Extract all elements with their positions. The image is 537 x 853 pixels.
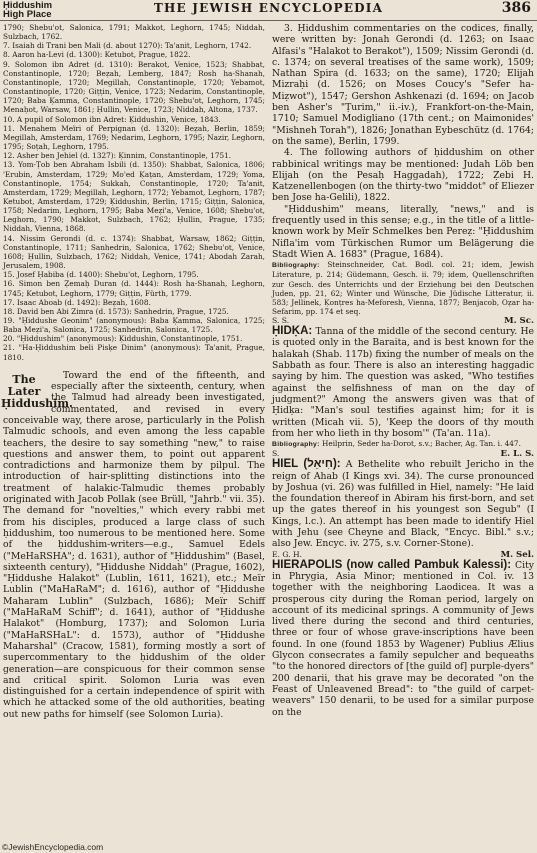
page-header [0,0,537,21]
publication-title: THE JEWISH ENCYCLOPEDIA [153,1,384,15]
signature-author: E. L. S. [500,449,534,460]
list-entry: 1790; Shebu'ot, Salonica, 1791; Makkot, Leghorn, 1745; Niddah, Sulzbach, 1762. [3,23,265,42]
list-entry: 13. Yom-Ṭob ben Abraham Isbili (d. 1350): Shabbat, Salonica, 1806; 'Erubin, Amsterdam, 1729; Mo'ed Ḳaṭan, Amsterdam, 1729; Yoma, Constantinople, 1754; Sukkah, Constantinople, 1720; Ta'anit, Amsterdam, 1729; Megillah, Leghorn, 1772; Yebamot, Leghorn, 1787; Ketubot, Amsterdam, 1729; Ḳiddushin, Berlin, 1715; Giṭṭin, Salonica, 1758; Nedarim, Leghorn, 1795; Baba Meẓi'a, Venice, 1608; Shebu'ot, Leghorn, 1790; Makkot, Sulzbach, 1762; Ḥullin, Prague, 1735; Niddah, Vienna, 1868. [3,160,265,234]
site-watermark: ©JewishEncyclopedia.com [2,842,104,852]
signature-left: S. [272,449,280,459]
list-entry: 14. Nissim Gerondi (d. c. 1374): Shabbat, Warsaw, 1862; Giṭṭin, Constantinople, 1711; Sanhedrin, Salonica, 1762; Shebu'ot, Venice, 1608; Ḥullin, Sulzbach, 1762; Niddah, Venice, 1741; Abodah Zarah, Jerusalem, 1908. [3,233,265,271]
entry-text: A Bethelite who rebuilt Jericho in the reign of Ahab (I Kings xvi. 34). The curse pronounced by Joshua (vi. 26) was fulfilled in Hiel, namely: "He laid the foundation thereof in Abiram his first-born, and set up the gates thereof in his youngest son Segub" (I Kings, l.c.). An attempt has been made to identify Hiel with Jehu (see Cheyne and Black, "Encyc. Bibl." s.v.; also Jew. Encyc. iv. 275, s.v. Corner-Stone). [272,459,534,550]
right-column [272,23,534,718]
list-entry: 21. "Ha-Ḥiddushim beli Pisḳe Dinim" (anonymous): Ta'anit, Prague, 1810. [3,343,265,362]
signature-author: M. Sel. [500,549,534,560]
list-entry: 8. Aaron ha-Levi (d. 1300): Ketubot, Prague, 1822. [3,50,191,60]
entry-text: City in Phrygia, Asia Minor; mentioned in Col. iv. 13 together with the neighboring Laodicea. It was a prosperous city during the Roman period, largely on account of its medicinal springs. A community of Jews lived there during the second and third centuries, three or four of whose grave-inscriptions have been found. In one (found 1853 by Wagener) Publius Ælius Glycon consecrates a family sepulcher and bequeaths "to the honored directors of [the guild of] purple-dyers" 200 denarii, that his grave may be decorated "on the Feast of Unleavened Bread": to "the guild of carpet-weavers" 150 denarii, to be used for a similar purpose on the [272,559,534,718]
page-number: 386 [501,0,531,16]
signature-left: S. S. [272,316,290,326]
hidka-entry [272,326,534,439]
codices-paragraph: 3. Ḥiddushim commentaries on the codices, finally, were written by: Jonah Gerondi (d. 1263; on Isaac Alfasi's "Halakot to Berakot"), 1509; Nissim Gerondi (d. c. 1374; on several treatises of the same work), 1509; Nathan Spira (d. 1633; on the same), 1720; Elijah Mizraḥi (d. 1526; on Moses Coucy's "Sefer ha-Miẓwot"), 1547; Gershon Ashkenazi (d. 1694; on Jacob ben Asher's "Ṭurim," ii.-iv.), Frankfort-on-the-Main, 1710; Samuel Modigliano (17th cent.; on Maimonides' "Mishneh Torah"), 1826; Jonathan Eybeschütz (d. 1764; on the same), Berlin, 1799. [272,23,534,147]
hiel-entry [272,459,534,549]
bibliography [272,260,534,316]
list-entry: 9. Solomon ibn Adret (d. 1310): Berakot, Venice, 1523; Shabbat, Constantinople, 1720; Beẓah, Lemberg, 1847; Rosh ha-Shanah, Constantinople, 1720; Megillah, Constantinople, 1720; Yebamot, Constantinople, 1720; Giṭṭin, Venice, 1723; Nedarim, Constantinople, 1720; Baba Ḳamma, Constantinople, 1720; Shebu'ot, Leghorn, 1745; Menaḥot, Warsaw, 1861; Ḥullin, Venice, 1723; Niddah, Altona, 1737. [3,59,265,115]
list-entry: 10. A pupil of Solomon ibn Adret: Ḳiddushin, Venice, 1843. [3,114,221,124]
other-writings-paragraph: 4. The following authors of ḥiddushim on other rabbinical writings may be mentioned: Judah Löb ben Elijah (on the Pesaḥ Haggadah), 1722; Ẓebi H. Katzenellenbogen (on the thirty-two "middot" of Eliezer ben Jose ha-Gelili), 1822. [272,147,534,204]
list-entry: 18. David ben Abi Zimra (d. 1573): Sanhedrin, Prague, 1725. [3,306,229,316]
later-hiddushim-section [3,370,265,720]
list-entry: 12. Asher ben Jehiel (d. 1327): Ḳinnim, Constantinople, 1751. [3,151,232,161]
meaning-paragraph: "Ḥiddushim" means, literally, "news," and is frequently used in this sense; e.g., in the title of a little-known work by Meïr Schmelkes ben Pereẓ: "Ḥiddushim Nifla'im vom Türkischen Rumor um Belägerung die Stadt Wien A. 1683" (Prague, 1684). [272,203,534,260]
later-hiddushim-paragraph: Toward the end of the fifteenth, and especially after the sixteenth, century, when the Talmud had already been investigated, commentated, and revised in every conceivable way, there arose, particularly in the Polish Talmudic schools, and even among the less capable teachers, the desire to say something "new," to raise questions and answer them, to point out apparent contradictions and harmonize them by pilpul. The introduction of hair-splitting distinctions into the treatment of halakic-Talmudic themes probably originated with Jacob Pollak (see Brüll, "Jahrb." vii. 35). The demand for "novelties," which every rabbi met from his disciples, produced a large class of such ḥiddushim, too numerous to be mentioned here. Some of the ḥiddushim-writers—e.g., Samuel Edels ("MeHaRSHA"; d. 1631), author of "Ḥiddushim" (Basel, sixteenth century), "Ḥiddushe Niddah" (Prague, 1602), "Ḥiddushe Halakot" (Lublin, 1611, 1621), etc.; Meïr Lublin ("MaHaRaM"; d. 1616), author of "Ḥiddushe Maharam Lublin" (Sulzbach, 1686); Meïr Schiff ("MaHaRaM Schiff"; d. 1641), author of "Ḥiddushe Halakot" (Homburg, 1737); and Solomon Luria ("MaHaRSHaL": d. 1573), author of "Ḥiddushe Maharshal" (Cracow, 1581), forming mostly a sort of supercommentary to the ḥiddushim of the older generation—are conspicuous for their common sense and critical spirit. Solomon Luria was even distinguished for a certain independence of spirit with which he attacked some of the old authorities, beating out new paths for himself (see Solomon Luria). [3,369,265,720]
hierapolis-entry [272,560,534,718]
list-entry: 19. "Ḥiddushe Geonim" (anonymous): Baba Ḳamma, Salonica, 1725; Baba Meẓi'a, Salonica, 1725; Sanhedrin, Salonica, 1725. [3,316,265,335]
entry-heading: ḤIDḲA: [272,325,313,338]
list-entry: 15. Josef Ḥabiba (d. 1400): Shebu'ot, Leghorn, 1795. [3,270,199,280]
list-entry: 11. Menahem Meïri of Perpignan (d. 1320): Beẓah, Berlin, 1859; Megillah, Amsterdam, 1769; Nedarim, Leghorn, 1795; Nazir, Leghorn, 1795; Soṭah, Leghorn, 1795. [3,123,265,152]
bibliography [272,439,534,449]
bibliography-text: Steinschneider, Cat. Bodl. col. 21; idem, Jewish Literature, p. 214; Güdemann, Gesch. ii. 79; idem, Quellenschriften zur Gesch. des Unterrichts und der Erziehung bei den Deutschen Juden, pp. 21, 62; Winter und Wünsche, Die Jüdische Litteratur, ii. 583; Jellinek, Ḳonṭres ha-Meforesh, Vienna, 1877; Benjacob, Oẓar ha-Sefarim, pp. 174 et seq. [272,260,535,317]
entry-heading: HIERAPOLIS (now called Pambuk Kalessi): [272,558,512,571]
entry-text: Tanna of the middle of the second century. He is quoted only in the Baraita, and is best known for the halakah (Shab. 117b) fixing the number of meals on the Sabbath as four. There is also an interesting haggadic saying by him. The question was asked, "Who testifies against the selfishness of man on the day of judgment?" Among the answers given was that of Ḥidḳa: "Man's soul testifies against him; for it is written (Micah vii. 5), 'Keep the doors of thy mouth from her who lieth in thy bosom'" (Ta'an. 11a). [272,326,534,439]
list-entry: 17. Isaac Aboab (d. 1492): Beẓah, 1608. [3,297,151,307]
list-entry: 7. Isaiah di Trani ben Mali (d. about 1270): Ta'anit, Leghorn, 1742. [3,41,252,51]
running-head-last: High Place [3,9,52,20]
bibliography-text: Heilprin, Seder ha-Dorot, s.v.; Bacher, Ag. Tan. i. 447. [322,439,521,449]
entry-heading: HIEL (חִיאֵל): [272,458,341,471]
signature-left: E. G. H. [272,549,303,559]
bibliography-label: Bibliography: [272,262,320,270]
list-entry: 20. "Ḥiddushim" (anonymous): Ḳiddushin, Constantinople, 1751. [3,334,243,344]
list-entry: 16. Simon ben Ẓemaḥ Duran (d. 1444): Rosh ha-Shanah, Leghorn, 1745; Ketubot, Leghorn, 1779; Giṭṭin, Fürth, 1779. [3,279,265,298]
work-list [3,23,265,362]
left-column [3,23,265,720]
signature-author: M. Sc. [504,316,534,327]
bibliography-label: Bibliography: [272,441,320,449]
running-head-first: Ḥiddushim [3,0,53,11]
side-heading: The Later Ḥiddushim. [1,372,73,410]
